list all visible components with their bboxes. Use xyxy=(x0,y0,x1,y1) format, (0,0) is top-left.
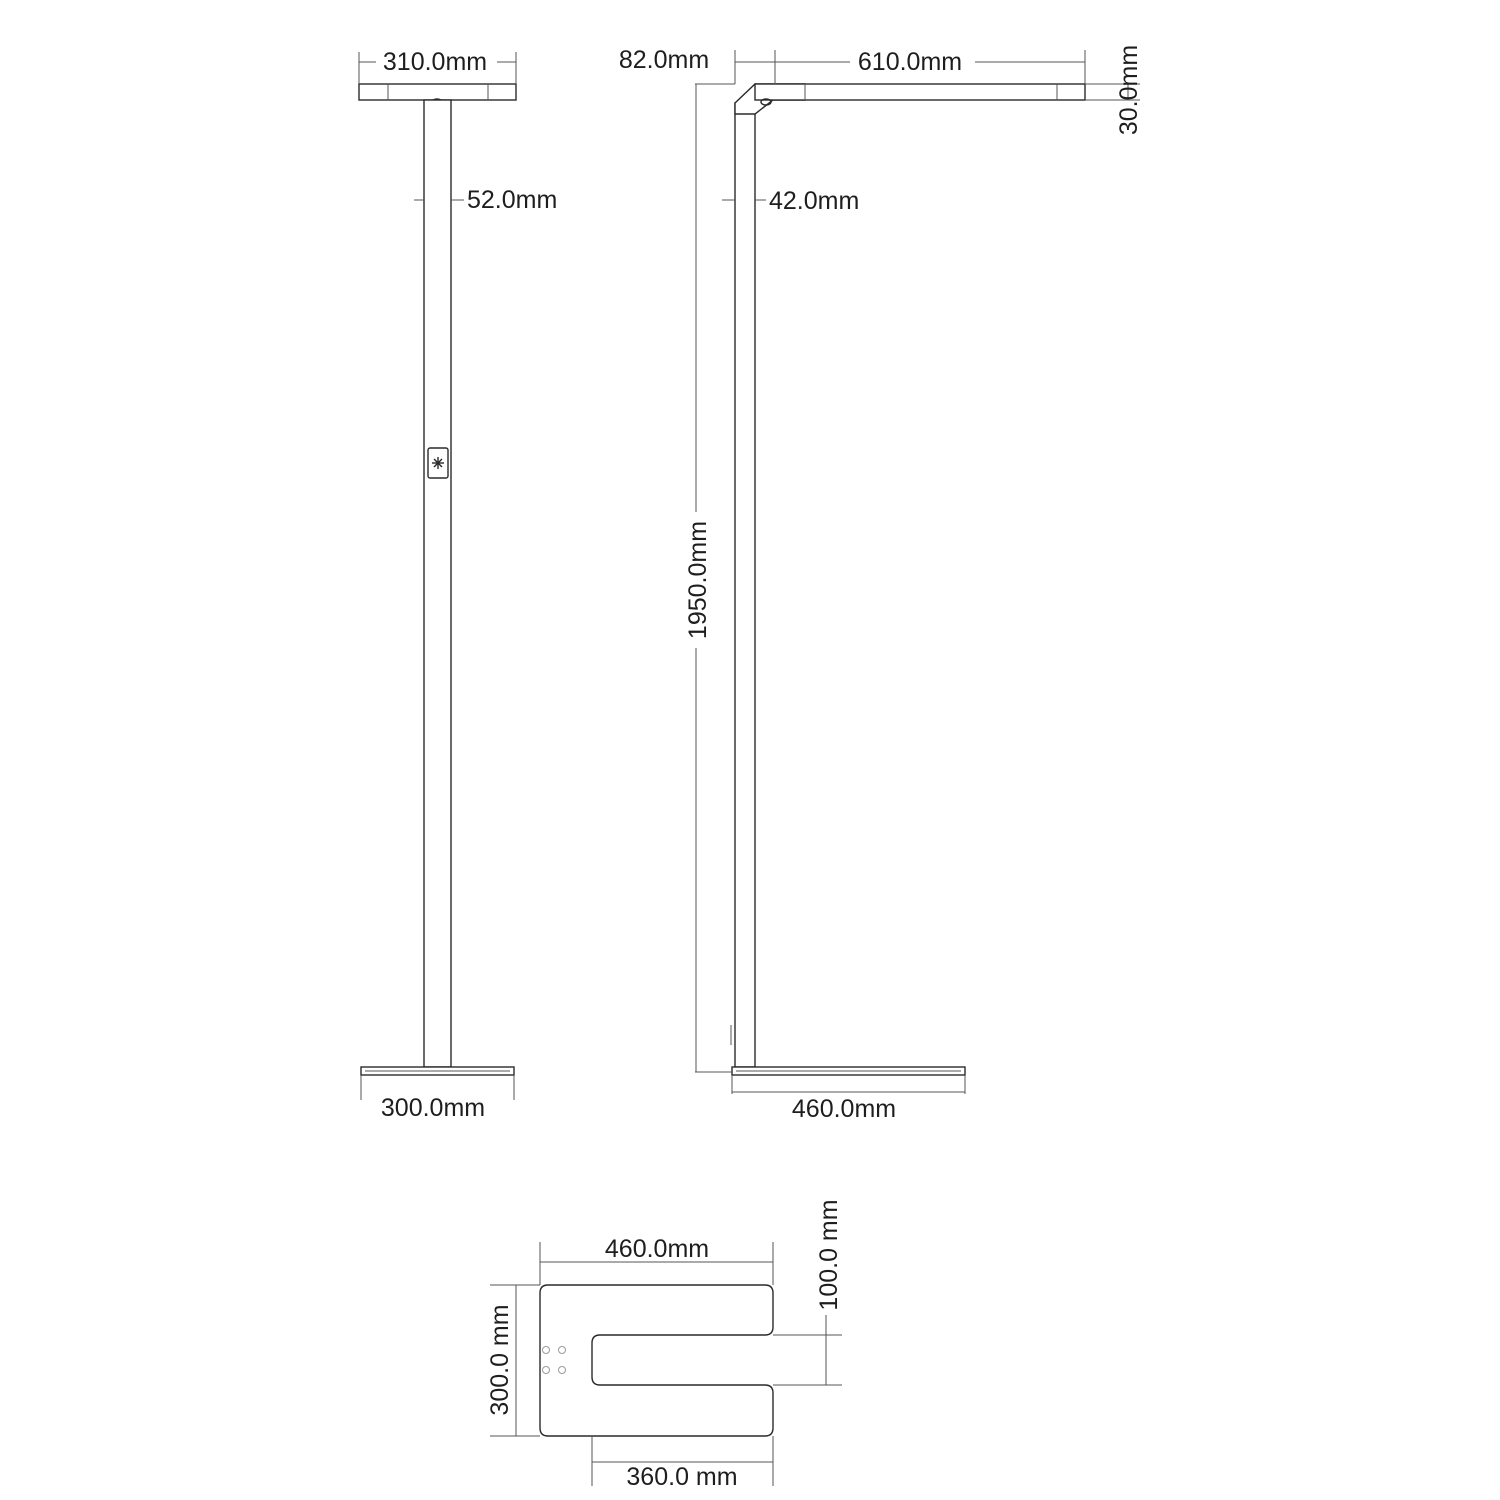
front-view xyxy=(359,48,557,1122)
front-head-width-label: 310.0mm xyxy=(382,48,488,76)
side-total-height-label: 1950.0mm xyxy=(684,520,712,640)
front-pole xyxy=(424,100,451,1067)
side-pole-width-label: 42.0mm xyxy=(769,187,860,215)
base-overall-width-label: 300.0 mm xyxy=(486,1304,514,1416)
side-view xyxy=(619,45,1143,1123)
front-base-width-label: 300.0mm xyxy=(380,1094,486,1122)
side-joint-offset-label: 82.0mm xyxy=(618,46,710,74)
base-overall-length-label: 460.0mm xyxy=(604,1235,710,1263)
side-base-depth-label: 460.0mm xyxy=(791,1095,897,1123)
base-plan-view xyxy=(486,1199,843,1491)
side-pole xyxy=(735,103,755,1067)
base-notch-width-label: 100.0 mm xyxy=(815,1199,843,1311)
front-pole-width-label: 52.0mm xyxy=(467,186,558,214)
front-lamp-head xyxy=(359,84,516,100)
base-plan-outline xyxy=(540,1285,773,1436)
base-inner-length-label: 360.0 mm xyxy=(626,1463,738,1491)
side-arm-thickness-label: 30.0mm xyxy=(1115,44,1143,136)
side-arm-length-label: 610.0mm xyxy=(857,48,963,76)
